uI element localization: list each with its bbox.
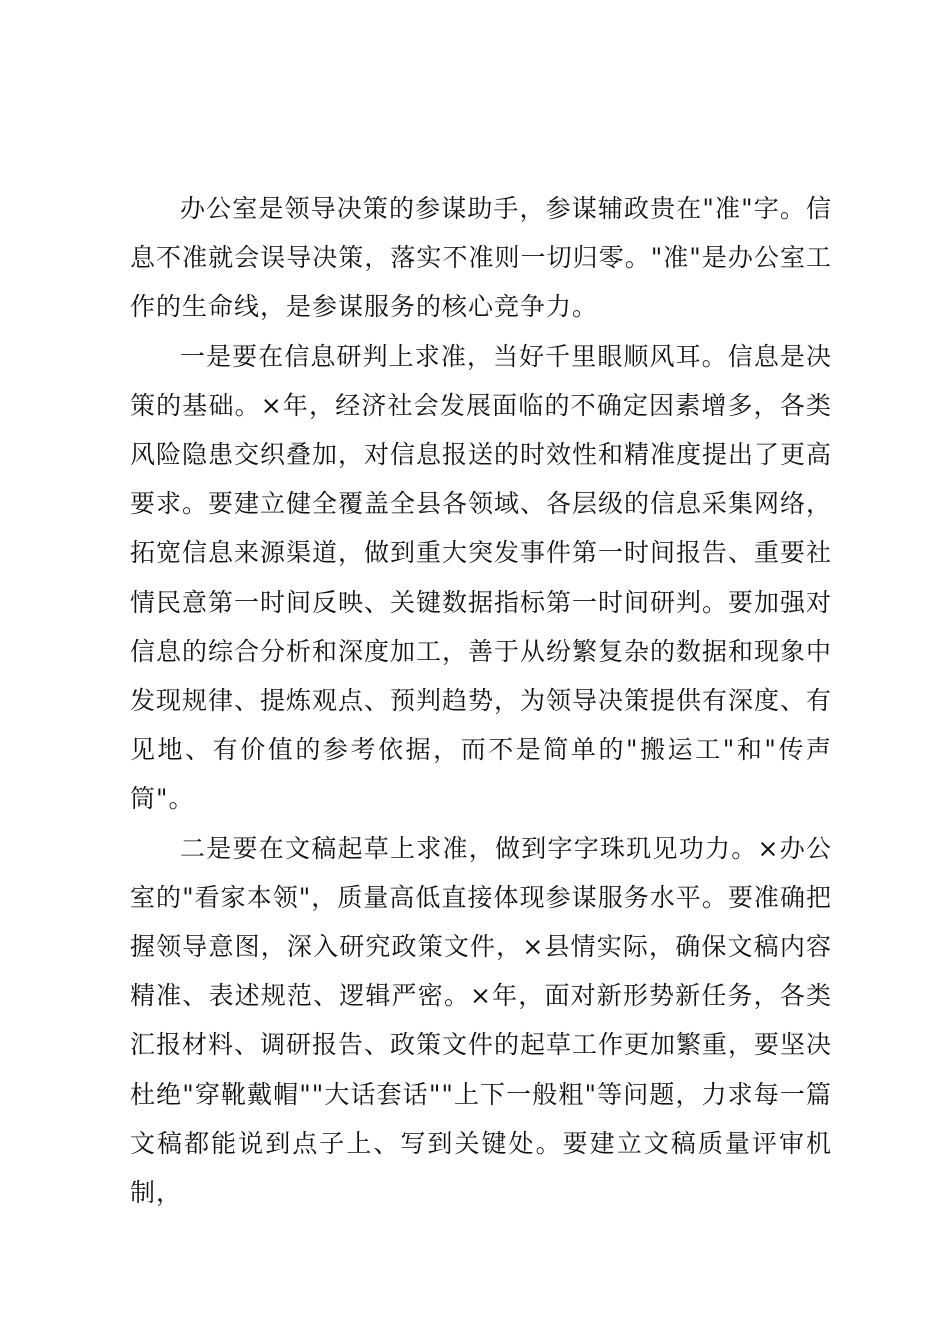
paragraph-point-two: 二是要在文稿起草上求准，做到字字珠玑见功力。×办公室的"看家本领"，质量高低直接体现参谋服务水平。要准确把握领导意图，深入研究政策文件，×县情实际，确保文稿内容精准、表述规范、逻辑严密。×年，面对新形势新任务，各类汇报材料、调研报告、政策文件的起草工作更加繁重，要坚决杜绝"穿靴戴帽""大话套话""上下一般粗"等问题，力求每一篇文稿都能说到点子上、写到关键处。要建立文稿质量评审机制， [130,833,833,1208]
paragraph-point-one: 一是要在信息研判上求准，当好千里眼顺风耳。信息是决策的基础。×年，经济社会发展面临的不确定因素增多，各类风险隐患交织叠加，对信息报送的时效性和精准度提出了更高要求。要建立健全覆盖全县各领域、各层级的信息采集网络，拓宽信息来源渠道，做到重大突发事件第一时间报告、重要社情民意第一时间反映、关键数据指标第一时间研判。要加强对信息的综合分析和深度加工，善于从纷繁复杂的数据和现象中发现规律、提炼观点、预判趋势，为领导决策提供有深度、有见地、有价值的参考依据，而不是简单的"搬运工"和"传声筒"。 [130,341,833,814]
paragraph-intro: 办公室是领导决策的参谋助手，参谋辅政贵在"准"字。信息不准就会误导决策，落实不准则一切归零。"准"是办公室工作的生命线，是参谋服务的核心竞争力。 [130,194,832,322]
document-body [130,184,832,1217]
